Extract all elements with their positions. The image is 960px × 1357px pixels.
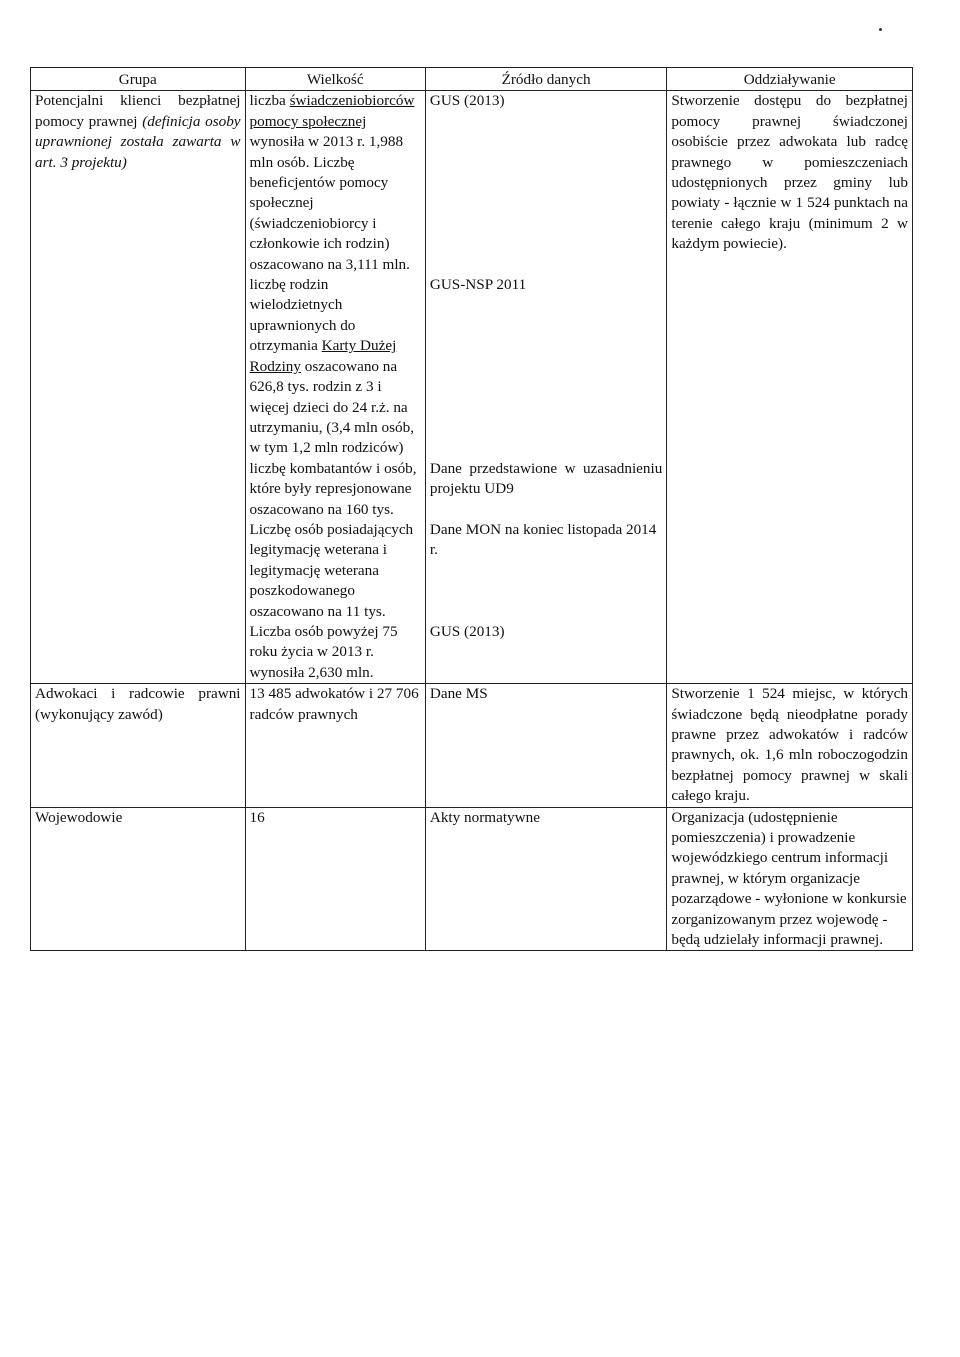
group-cell: Wojewodowie	[31, 807, 246, 951]
size-cell	[245, 275, 425, 459]
impact-table	[30, 67, 913, 951]
table-row	[31, 684, 913, 807]
size-cell: liczbę kombatantów i osób, które były represjonowane oszacowano na 160 tys.	[245, 459, 425, 520]
size-text: wynosiła w 2013 r. 1,988 mln osób. Liczbę beneficjentów pomocy społecznej (świadczeniobiorcy i członkowie ich rodzin) oszacowano na 3,111 mln.	[249, 133, 410, 273]
impact-cell-empty	[667, 520, 913, 622]
table-row	[31, 459, 913, 520]
table-row	[31, 275, 913, 459]
header-group: Grupa	[31, 68, 246, 91]
header-impact: Oddziaływanie	[667, 68, 913, 91]
size-cell	[245, 91, 425, 275]
source-cell: GUS-NSP 2011	[425, 275, 666, 459]
impact-cell-empty	[667, 459, 913, 520]
size-underlined-text: świadczeniobiorców pomocy społecznej	[249, 92, 415, 130]
header-size: Wielkość	[245, 68, 425, 91]
impact-cell: Stworzenie 1 524 miejsc, w których świadczone będą nieodpłatne porady prawne przez adwokatów i radców prawnych, ok. 1,6 mln roboczogodzin bezpłatnej pomocy prawnej w skali całego kraju.	[667, 684, 913, 807]
source-cell: GUS (2013)	[425, 622, 666, 684]
source-cell: Akty normatywne	[425, 807, 666, 951]
impact-cell: Organizacja (udostępnienie pomieszczenia) i prowadzenie wojewódzkiego centrum informacji prawnej, w którym organizacje pozarządowe - wyłonione w konkursie zorganizowanym przez wojewodę - będą udzielały informacji prawnej.	[667, 807, 913, 951]
table-row	[31, 91, 913, 275]
size-cell: Liczba osób powyżej 75 roku życia w 2013 r. wynosiła 2,630 mln.	[245, 622, 425, 684]
group-cell: Adwokaci i radcowie prawni (wykonujący zawód)	[31, 684, 246, 807]
source-cell: Dane MS	[425, 684, 666, 807]
size-cell: 16	[245, 807, 425, 951]
source-cell: Dane MON na koniec listopada 2014 r.	[425, 520, 666, 622]
group-definition: (definicja osoby uprawnionej została zawarta w art. 3 projektu)	[35, 112, 241, 171]
group-cell-empty	[31, 622, 246, 684]
impact-cell-empty	[667, 275, 913, 459]
size-cell: Liczbę osób posiadających legitymację weterana i legitymację weterana poszkodowanego oszacowano na 11 tys.	[245, 520, 425, 622]
group-cell-empty	[31, 459, 246, 520]
table-header-row	[31, 68, 913, 91]
scan-speck	[879, 28, 882, 31]
table-row	[31, 520, 913, 622]
impact-cell-empty	[667, 622, 913, 684]
size-text: liczba	[249, 92, 286, 110]
size-text: liczbę rodzin wielodzietnych uprawnionych do otrzymania	[249, 276, 356, 355]
group-cell-empty	[31, 275, 246, 459]
group-name: Potencjalni klienci bezpłatnej pomocy prawnej	[35, 92, 241, 130]
size-underlined-text: Karty Dużej Rodziny	[249, 337, 397, 375]
source-cell: Dane przedstawione w uzasadnieniu projektu UD9	[425, 459, 666, 520]
impact-cell: Stworzenie dostępu do bezpłatnej pomocy prawnej świadczonej osobiście przez adwokata lub radcę prawnego w pomieszczeniach udostępnionych przez gminy lub powiaty - łącznie w 1 524 punktach na terenie całego kraju (minimum 2 w każdym powiecie).	[667, 91, 913, 275]
group-cell-empty	[31, 520, 246, 622]
table-row	[31, 807, 913, 951]
header-source: Źródło danych	[425, 68, 666, 91]
table-row	[31, 622, 913, 684]
size-text: oszacowano na 626,8 tys. rodzin z 3 i więcej dzieci do 24 r.ż. na utrzymaniu, (3,4 mln osób, w tym 1,2 mln rodziców)	[249, 357, 415, 457]
group-cell	[31, 91, 246, 275]
size-cell: 13 485 adwokatów i 27 706 radców prawnych	[245, 684, 425, 807]
source-cell: GUS (2013)	[425, 91, 666, 275]
